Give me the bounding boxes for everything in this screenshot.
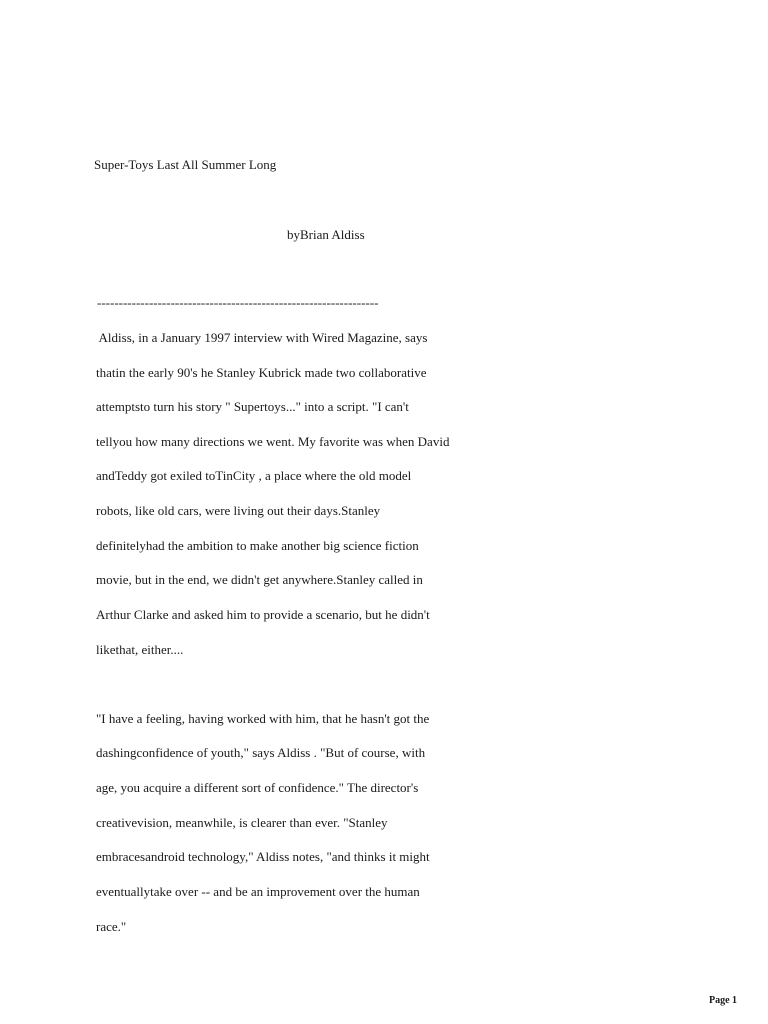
paragraph-line: "I have a feeling, having worked with him, that he hasn't got the <box>96 711 430 726</box>
paragraph-line: age, you acquire a different sort of confidence." The director's <box>96 780 419 795</box>
paragraph-line: robots, like old cars, were living out their days.Stanley <box>96 503 381 518</box>
paragraph-line: embracesandroid technology," Aldiss notes, "and thinks it might <box>96 849 430 864</box>
paragraph-line: thatin the early 90's he Stanley Kubrick made two collaborative <box>96 365 427 380</box>
page-number: Page 1 <box>709 995 738 1006</box>
author-byline: byBrian Aldiss <box>287 227 365 242</box>
paragraph-line: Aldiss, in a January 1997 interview with Wired Magazine, says <box>96 330 428 345</box>
paragraph-line: Arthur Clarke and asked him to provide a scenario, but he didn't <box>96 607 430 622</box>
paragraph-line: creativevision, meanwhile, is clearer than ever. "Stanley <box>96 815 388 830</box>
paragraph-line: race." <box>96 919 127 934</box>
document-title: Super-Toys Last All Summer Long <box>94 157 277 172</box>
separator-line: ----------------------------------------------------------------- <box>97 295 379 310</box>
paragraph-line: movie, but in the end, we didn't get anywhere.Stanley called in <box>96 572 423 587</box>
paragraph-line: andTeddy got exiled toTinCity , a place where the old model <box>96 468 412 483</box>
paragraph-line: likethat, either.... <box>96 642 184 657</box>
paragraph-line: attemptsto turn his story " Supertoys..." into a script. "I can't <box>96 399 409 414</box>
paragraph-line: tellyou how many directions we went. My favorite was when David <box>96 434 450 449</box>
paragraph-line: eventuallytake over -- and be an improvement over the human <box>96 884 420 899</box>
paragraph-line: dashingconfidence of youth," says Aldiss . "But of course, with <box>96 745 426 760</box>
paragraph-line: definitelyhad the ambition to make another big science fiction <box>96 538 419 553</box>
